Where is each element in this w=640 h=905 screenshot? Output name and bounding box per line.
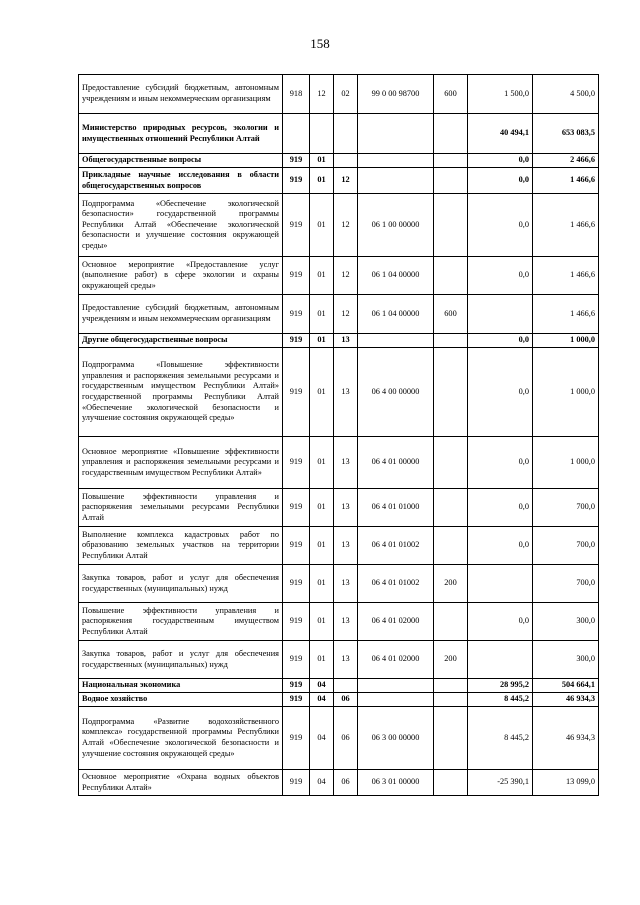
row-target-article: 06 4 01 02000 — [358, 641, 434, 679]
row-amount-1: 0,0 — [468, 154, 533, 168]
row-ministry-code: 919 — [283, 565, 310, 603]
row-section-code: 04 — [310, 693, 334, 707]
row-amount-2: 300,0 — [533, 641, 599, 679]
row-amount-2: 1 000,0 — [533, 348, 599, 437]
row-ministry-code: 919 — [283, 489, 310, 527]
row-name: Общегосударственные вопросы — [79, 154, 283, 168]
row-name: Предоставление субсидий бюджетным, автономным учреждениям и иным некоммерческим организациям — [79, 295, 283, 334]
row-ministry-code: 919 — [283, 603, 310, 641]
row-amount-1: 0,0 — [468, 334, 533, 348]
row-amount-1: 0,0 — [468, 168, 533, 194]
row-subsection-code: 06 — [334, 770, 358, 796]
row-section-code: 01 — [310, 194, 334, 257]
table-row — [79, 348, 599, 437]
row-subsection-code: 13 — [334, 437, 358, 489]
row-expense-type — [434, 437, 468, 489]
row-name: Прикладные научные исследования в области общегосударственных вопросов — [79, 168, 283, 194]
row-ministry-code: 919 — [283, 334, 310, 348]
row-ministry-code: 919 — [283, 693, 310, 707]
row-name: Предоставление субсидий бюджетным, автономным учреждениям и иным некоммерческим организациям — [79, 75, 283, 114]
row-ministry-code: 919 — [283, 257, 310, 295]
row-subsection-code: 12 — [334, 168, 358, 194]
row-target-article: 06 1 04 00000 — [358, 257, 434, 295]
row-section-code: 01 — [310, 348, 334, 437]
row-ministry-code: 919 — [283, 437, 310, 489]
row-name: Подпрограмма «Обеспечение экологической безопасности» государственной программы Республики Алтай «Обеспечение экологической безопасности и улучшение состояния окружающей среды» — [79, 194, 283, 257]
row-amount-1 — [468, 295, 533, 334]
row-expense-type — [434, 168, 468, 194]
row-name: Основное мероприятие «Охрана водных объектов Республики Алтай» — [79, 770, 283, 796]
page-number: 158 — [310, 36, 330, 51]
row-section-code: 01 — [310, 437, 334, 489]
row-section-code: 01 — [310, 565, 334, 603]
row-name: Водное хозяйство — [79, 693, 283, 707]
row-amount-1: 0,0 — [468, 194, 533, 257]
table-row — [79, 437, 599, 489]
table-row — [79, 168, 599, 194]
row-subsection-code: 06 — [334, 707, 358, 770]
row-amount-2: 1 466,6 — [533, 168, 599, 194]
row-amount-2: 2 466,6 — [533, 154, 599, 168]
row-amount-2: 1 466,6 — [533, 295, 599, 334]
row-name: Повышение эффективности управления и распоряжения земельными ресурсами Республики Алтай — [79, 489, 283, 527]
row-amount-1: 1 500,0 — [468, 75, 533, 114]
table-row — [79, 565, 599, 603]
row-subsection-code: 12 — [334, 295, 358, 334]
row-name: Подпрограмма «Повышение эффективности управления и распоряжения земельными ресурсами и государственным имуществом Республики Алтай» государственной программы Республики Алтай «Обеспечение экологической безопасности и улучшение состояния окружающей среды» — [79, 348, 283, 437]
row-expense-type — [434, 257, 468, 295]
row-target-article — [358, 168, 434, 194]
row-subsection-code: 06 — [334, 693, 358, 707]
row-section-code: 01 — [310, 334, 334, 348]
row-ministry-code: 919 — [283, 295, 310, 334]
table-row — [79, 257, 599, 295]
table-row — [79, 707, 599, 770]
row-expense-type — [434, 707, 468, 770]
row-target-article: 06 1 00 00000 — [358, 194, 434, 257]
row-section-code — [310, 114, 334, 154]
row-amount-2: 1 000,0 — [533, 437, 599, 489]
row-name: Министерство природных ресурсов, экологии и имущественных отношений Республики Алтай — [79, 114, 283, 154]
row-name: Закупка товаров, работ и услуг для обеспечения государственных (муниципальных) нужд — [79, 641, 283, 679]
row-amount-1: 8 445,2 — [468, 693, 533, 707]
row-amount-2: 1 466,6 — [533, 257, 599, 295]
row-subsection-code: 13 — [334, 334, 358, 348]
row-target-article — [358, 693, 434, 707]
table-row — [79, 194, 599, 257]
row-target-article: 99 0 00 98700 — [358, 75, 434, 114]
row-section-code: 01 — [310, 295, 334, 334]
row-section-code: 01 — [310, 641, 334, 679]
row-ministry-code — [283, 114, 310, 154]
row-expense-type — [434, 770, 468, 796]
table-row — [79, 295, 599, 334]
row-ministry-code: 919 — [283, 194, 310, 257]
row-ministry-code: 919 — [283, 348, 310, 437]
row-subsection-code — [334, 114, 358, 154]
row-subsection-code: 02 — [334, 75, 358, 114]
row-amount-2: 653 083,5 — [533, 114, 599, 154]
row-ministry-code: 919 — [283, 168, 310, 194]
row-ministry-code: 919 — [283, 154, 310, 168]
row-amount-2: 4 500,0 — [533, 75, 599, 114]
table-row — [79, 641, 599, 679]
row-ministry-code: 918 — [283, 75, 310, 114]
row-name: Другие общегосударственные вопросы — [79, 334, 283, 348]
row-subsection-code — [334, 679, 358, 693]
row-section-code: 01 — [310, 603, 334, 641]
row-section-code: 04 — [310, 707, 334, 770]
row-ministry-code: 919 — [283, 707, 310, 770]
table-row — [79, 603, 599, 641]
row-expense-type — [434, 489, 468, 527]
row-section-code: 01 — [310, 154, 334, 168]
row-amount-1 — [468, 641, 533, 679]
row-amount-1: -25 390,1 — [468, 770, 533, 796]
row-amount-1: 40 494,1 — [468, 114, 533, 154]
row-subsection-code: 13 — [334, 603, 358, 641]
table-row — [79, 154, 599, 168]
row-section-code: 12 — [310, 75, 334, 114]
row-expense-type: 200 — [434, 641, 468, 679]
row-target-article: 06 4 00 00000 — [358, 348, 434, 437]
row-expense-type — [434, 114, 468, 154]
row-subsection-code: 13 — [334, 348, 358, 437]
row-amount-1: 0,0 — [468, 348, 533, 437]
row-target-article — [358, 679, 434, 693]
row-subsection-code: 13 — [334, 641, 358, 679]
row-target-article: 06 4 01 01002 — [358, 527, 434, 565]
row-name: Национальная экономика — [79, 679, 283, 693]
row-section-code: 01 — [310, 527, 334, 565]
row-name: Подпрограмма «Развитие водохозяйственного комплекса» государственной программы Республики Алтай «Обеспечение экологической безопасности и улучшение состояния окружающей среды» — [79, 707, 283, 770]
row-amount-1: 0,0 — [468, 489, 533, 527]
budget-table — [78, 74, 599, 796]
row-amount-1: 0,0 — [468, 257, 533, 295]
row-expense-type — [434, 527, 468, 565]
table-row — [79, 527, 599, 565]
table-row — [79, 679, 599, 693]
row-expense-type — [434, 679, 468, 693]
row-amount-2: 700,0 — [533, 527, 599, 565]
row-expense-type: 600 — [434, 75, 468, 114]
row-amount-1: 0,0 — [468, 527, 533, 565]
row-section-code: 04 — [310, 770, 334, 796]
row-amount-2: 700,0 — [533, 565, 599, 603]
row-target-article — [358, 114, 434, 154]
row-ministry-code: 919 — [283, 679, 310, 693]
row-subsection-code: 12 — [334, 257, 358, 295]
table-row — [79, 114, 599, 154]
row-amount-2: 300,0 — [533, 603, 599, 641]
row-name: Выполнение комплекса кадастровых работ по образованию земельных участков на территории Республики Алтай — [79, 527, 283, 565]
row-expense-type: 600 — [434, 295, 468, 334]
row-ministry-code: 919 — [283, 641, 310, 679]
row-name: Закупка товаров, работ и услуг для обеспечения государственных (муниципальных) нужд — [79, 565, 283, 603]
row-amount-1: 0,0 — [468, 437, 533, 489]
row-target-article: 06 4 01 01002 — [358, 565, 434, 603]
row-ministry-code: 919 — [283, 770, 310, 796]
row-amount-2: 46 934,3 — [533, 707, 599, 770]
row-expense-type — [434, 348, 468, 437]
table-row — [79, 334, 599, 348]
row-amount-2: 1 466,6 — [533, 194, 599, 257]
row-section-code: 01 — [310, 489, 334, 527]
row-section-code: 01 — [310, 257, 334, 295]
row-expense-type — [434, 693, 468, 707]
row-amount-2: 1 000,0 — [533, 334, 599, 348]
row-amount-1: 0,0 — [468, 603, 533, 641]
row-subsection-code: 12 — [334, 194, 358, 257]
row-subsection-code: 13 — [334, 527, 358, 565]
table-row — [79, 693, 599, 707]
table-body — [79, 75, 599, 796]
row-expense-type: 200 — [434, 565, 468, 603]
row-ministry-code: 919 — [283, 527, 310, 565]
table-row — [79, 770, 599, 796]
row-amount-2: 700,0 — [533, 489, 599, 527]
row-subsection-code: 13 — [334, 565, 358, 603]
row-name: Основное мероприятие «Предоставление услуг (выполнение работ) в сфере экологии и охраны окружающей среды» — [79, 257, 283, 295]
row-expense-type — [434, 334, 468, 348]
row-amount-1 — [468, 565, 533, 603]
row-target-article: 06 3 01 00000 — [358, 770, 434, 796]
row-target-article: 06 4 01 00000 — [358, 437, 434, 489]
row-target-article: 06 4 01 02000 — [358, 603, 434, 641]
row-name: Повышение эффективности управления и распоряжения государственным имуществом Республики Алтай — [79, 603, 283, 641]
row-target-article: 06 3 00 00000 — [358, 707, 434, 770]
row-amount-1: 8 445,2 — [468, 707, 533, 770]
row-subsection-code — [334, 154, 358, 168]
row-target-article: 06 1 04 00000 — [358, 295, 434, 334]
row-subsection-code: 13 — [334, 489, 358, 527]
row-amount-2: 46 934,3 — [533, 693, 599, 707]
row-target-article: 06 4 01 01000 — [358, 489, 434, 527]
row-expense-type — [434, 603, 468, 641]
row-expense-type — [434, 194, 468, 257]
row-target-article — [358, 154, 434, 168]
row-name: Основное мероприятие «Повышение эффективности управления и распоряжения земельными ресурсами и государственным имуществом Республики Алтай» — [79, 437, 283, 489]
row-amount-2: 504 664,1 — [533, 679, 599, 693]
row-amount-1: 28 995,2 — [468, 679, 533, 693]
row-target-article — [358, 334, 434, 348]
row-section-code: 04 — [310, 679, 334, 693]
row-expense-type — [434, 154, 468, 168]
row-section-code: 01 — [310, 168, 334, 194]
row-amount-2: 13 099,0 — [533, 770, 599, 796]
table-row — [79, 489, 599, 527]
table-row — [79, 75, 599, 114]
